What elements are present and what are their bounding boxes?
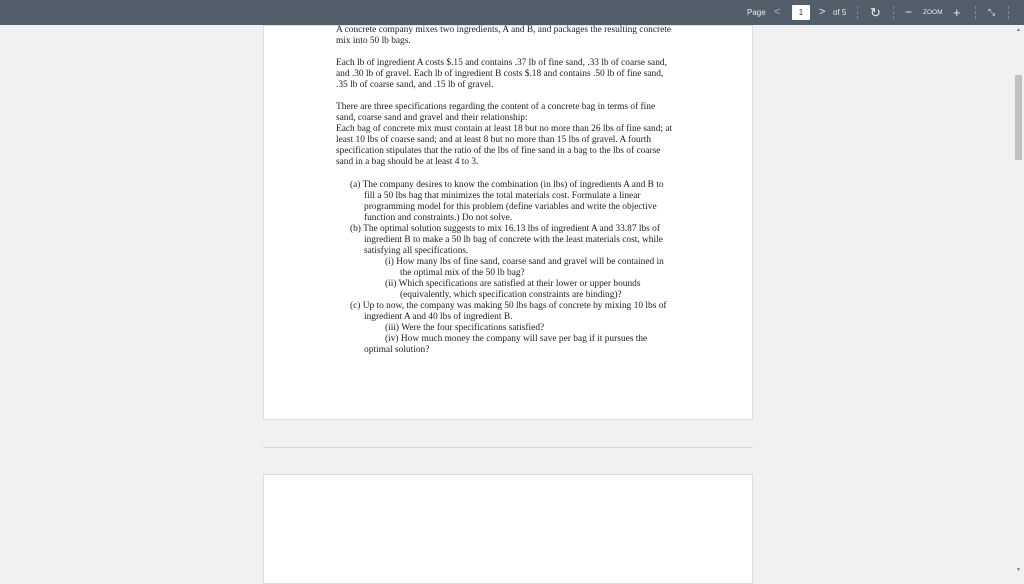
q-i-line: (i) How many lbs of fine sand, coarse sand and gravel will be contained in bbox=[385, 257, 664, 267]
q-b-line: satisfying all specifications. bbox=[364, 246, 469, 256]
pdf-toolbar bbox=[0, 0, 1024, 25]
scrollbar-thumb[interactable] bbox=[1015, 75, 1022, 160]
specs-line: sand in a bag should be at least 4 to 3. bbox=[336, 157, 479, 167]
q-b-line: (b) The optimal solution suggests to mix 16.13 lbs of ingredient A and 33.87 lbs of bbox=[350, 224, 660, 234]
page-number-input[interactable]: 1 bbox=[792, 5, 810, 20]
prev-page-button[interactable]: < bbox=[774, 6, 781, 18]
fit-icon[interactable]: ⤡ bbox=[988, 7, 996, 17]
q-i-line: the optimal mix of the 50 lb bag? bbox=[400, 268, 525, 278]
q-a-line: fill a 50 lbs bag that minimizes the total materials cost. Formulate a linear bbox=[364, 191, 641, 201]
page-label: Page bbox=[747, 8, 766, 17]
q-iii-line: (iii) Were the four specifications satisfied? bbox=[385, 323, 545, 333]
zoom-in-button[interactable]: + bbox=[953, 5, 961, 20]
q-c-line: (c) Up to now, the company was making 50 lbs bags of concrete by mixing 10 lbs of bbox=[350, 301, 667, 311]
page-count: of 5 bbox=[833, 8, 847, 17]
q-b-line: ingredient B to make a 50 lb bag of concrete with the least materials cost, while bbox=[364, 235, 663, 245]
pdf-page-2 bbox=[263, 474, 753, 584]
specs-line: Each bag of concrete mix must contain at least 18 but no more than 26 lbs of fine sand; at bbox=[336, 124, 673, 134]
zoom-label: ZOOM bbox=[923, 9, 943, 16]
divider bbox=[1008, 6, 1009, 19]
q-a-line: programming model for this problem (define variables and write the objective bbox=[364, 202, 657, 212]
q-iv-line: optimal solution? bbox=[364, 345, 430, 355]
q-iv-line: (iv) How much money the company will save per bag if it pursues the bbox=[385, 334, 648, 344]
q-a-line: (a) The company desires to know the combination (in lbs) of ingredients A and B to bbox=[350, 180, 664, 190]
next-page-button[interactable]: > bbox=[819, 6, 826, 18]
scrollbar[interactable] bbox=[1013, 25, 1024, 576]
scroll-down-icon[interactable]: ▼ bbox=[1016, 568, 1021, 573]
q-ii-line: (equivalently, which specification constraints are binding)? bbox=[400, 290, 622, 300]
specs-line: least 10 lbs of coarse sand; and at least 8 but no more than 15 lbs of gravel. A fourth bbox=[336, 135, 652, 145]
specs-line: sand, coarse sand and gravel and their relationship: bbox=[336, 113, 528, 123]
rotate-icon[interactable]: ↻ bbox=[870, 5, 881, 20]
costs-line: and .30 lb of gravel. Each lb of ingredient B costs $.18 and contains .50 lb of fine sand, bbox=[336, 69, 664, 79]
q-a-line: function and constraints.) Do not solve. bbox=[364, 213, 513, 223]
zoom-out-button[interactable]: − bbox=[905, 5, 913, 19]
scroll-up-icon[interactable]: ▲ bbox=[1016, 28, 1021, 33]
costs-line: Each lb of ingredient A costs $.15 and contains .37 lb of fine sand, .33 lb of coarse sand, bbox=[336, 58, 667, 68]
q-c-line: ingredient A and 40 lbs of ingredient B. bbox=[364, 312, 513, 322]
specs-line: There are three specifications regarding the content of a concrete bag in terms of fine bbox=[336, 102, 656, 112]
page-separator bbox=[263, 447, 753, 448]
divider bbox=[857, 6, 858, 19]
divider bbox=[975, 6, 976, 19]
costs-line: .35 lb of coarse sand, and .15 lb of gravel. bbox=[336, 80, 494, 90]
divider bbox=[893, 6, 894, 19]
intro-line: mix into 50 lb bags. bbox=[336, 36, 411, 46]
intro-line: A concrete company mixes two ingredients, A and B, and packages the resulting concrete bbox=[336, 25, 672, 35]
specs-line: specification stipulates that the ratio of the lbs of fine sand in a bag to the lbs of coarse bbox=[336, 146, 661, 156]
q-ii-line: (ii) Which specifications are satisfied at their lower or upper bounds bbox=[385, 279, 641, 289]
